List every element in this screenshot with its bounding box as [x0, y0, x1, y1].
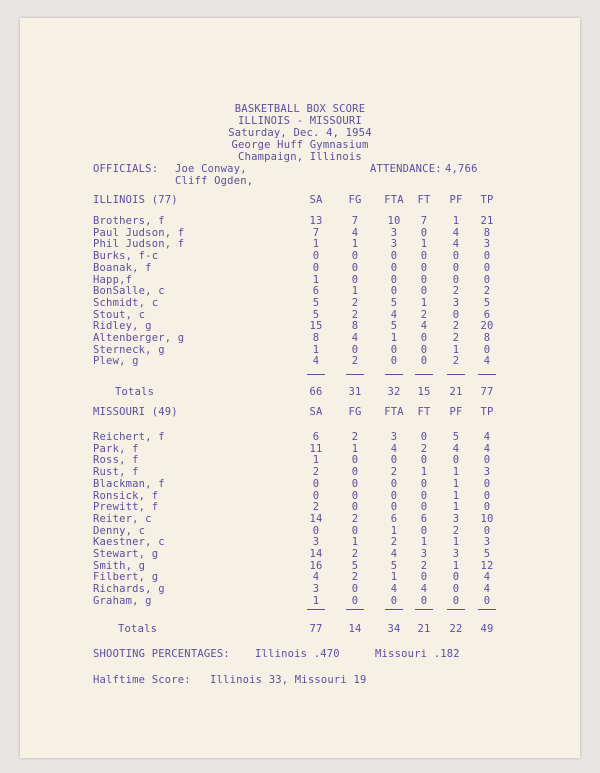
stat-cell: 0 — [420, 477, 428, 490]
missouri-total-cell: 21 — [417, 623, 431, 635]
stat-cell: 0 — [390, 355, 398, 368]
stat-cell: 14 — [309, 512, 323, 525]
stat-cell: 8 — [483, 226, 491, 239]
stat-cell: 0 — [420, 501, 428, 514]
stat-cell: 1 — [452, 489, 460, 502]
stat-cell: 0 — [483, 250, 491, 263]
stat-cell: 0 — [351, 583, 359, 596]
stat-cell: 0 — [390, 594, 398, 607]
illinois-column-header: SA — [309, 194, 323, 206]
missouri-total-cell: 77 — [309, 623, 323, 635]
missouri-column-header: TP — [480, 406, 494, 418]
stat-cell: 0 — [351, 594, 359, 607]
stat-cell: 0 — [351, 501, 359, 514]
player-name: Kaestner, c — [93, 536, 165, 549]
stat-cell: 2 — [351, 308, 359, 321]
stat-cell: 0 — [452, 583, 460, 596]
player-name: Sterneck, g — [93, 343, 165, 356]
stat-cell: 0 — [351, 250, 359, 263]
stat-cell: 4 — [312, 571, 320, 584]
stat-cell: 1 — [351, 285, 359, 298]
stat-cell: 0 — [483, 273, 491, 286]
stat-cell: 0 — [420, 524, 428, 537]
stat-cell: 7 — [351, 215, 359, 227]
stat-cell: 0 — [420, 285, 428, 298]
illinois-total-cell: 15 — [417, 386, 431, 398]
stat-cell: 4 — [483, 355, 491, 368]
official-2: Cliff Ogden, — [175, 175, 254, 187]
total-rule — [307, 374, 325, 375]
player-name: Plew, g — [93, 355, 139, 368]
stat-cell: 1 — [351, 238, 359, 251]
stat-cell: 1 — [452, 477, 460, 490]
stat-cell: 4 — [420, 583, 428, 596]
player-name: BonSalle, c — [93, 285, 165, 298]
total-rule — [307, 609, 325, 610]
missouri-team-name: MISSOURI (49) — [93, 406, 178, 418]
stat-cell: 0 — [351, 343, 359, 356]
stat-cell: 5 — [390, 320, 398, 333]
player-name: Park, f — [93, 442, 139, 455]
stat-cell: 2 — [452, 285, 460, 298]
paper-sheet — [20, 18, 580, 758]
attendance-value: 4,766 — [445, 163, 478, 175]
stat-cell: 0 — [351, 466, 359, 479]
stat-cell: 3 — [452, 512, 460, 525]
total-rule — [447, 374, 465, 375]
stat-cell: 4 — [390, 583, 398, 596]
stat-cell: 1 — [452, 536, 460, 549]
shooting-illinois: Illinois .470 — [255, 648, 340, 660]
stat-cell: 2 — [452, 524, 460, 537]
stat-cell: 0 — [483, 261, 491, 274]
stat-cell: 10 — [387, 215, 401, 227]
stat-cell: 0 — [351, 261, 359, 274]
stat-cell: 6 — [483, 308, 491, 321]
stat-cell: 0 — [483, 594, 491, 607]
stat-cell: 4 — [390, 442, 398, 455]
stat-cell: 4 — [452, 442, 460, 455]
stat-cell: 0 — [312, 250, 320, 263]
total-rule — [346, 374, 364, 375]
stat-cell: 0 — [420, 343, 428, 356]
stat-cell: 15 — [309, 320, 323, 333]
player-name: Rust, f — [93, 466, 139, 479]
stat-cell: 6 — [312, 431, 320, 443]
stat-cell: 4 — [351, 226, 359, 239]
player-name: Ridley, g — [93, 320, 152, 333]
stat-cell: 1 — [390, 332, 398, 344]
shooting-missouri: Missouri .182 — [375, 648, 460, 660]
stat-cell: 0 — [420, 571, 428, 584]
stat-cell: 1 — [351, 536, 359, 549]
stat-cell: 1 — [420, 466, 428, 479]
stat-cell: 0 — [420, 454, 428, 467]
stat-cell: 4 — [390, 308, 398, 321]
stat-cell: 3 — [312, 583, 320, 596]
venue: George Huff Gymnasium — [231, 139, 369, 151]
player-name: Smith, g — [93, 559, 146, 572]
illinois-column-header: PF — [449, 194, 463, 206]
stat-cell: 0 — [351, 477, 359, 490]
stat-cell: 6 — [390, 512, 398, 525]
attendance-label: ATTENDANCE: — [370, 163, 442, 175]
stat-cell: 4 — [483, 571, 491, 584]
stat-cell: 5 — [452, 431, 460, 443]
player-name: Schmidt, c — [93, 296, 159, 309]
stat-cell: 1 — [452, 501, 460, 514]
stat-cell: 0 — [420, 489, 428, 502]
stat-cell: 2 — [312, 501, 320, 514]
stat-cell: 1 — [420, 296, 428, 309]
game-date: Saturday, Dec. 4, 1954 — [228, 127, 372, 139]
player-name: Richards, g — [93, 583, 165, 596]
matchup: ILLINOIS - MISSOURI — [238, 115, 362, 127]
stat-cell: 2 — [452, 355, 460, 368]
missouri-total-cell: 49 — [480, 623, 494, 635]
stat-cell: 2 — [312, 466, 320, 479]
stat-cell: 0 — [452, 594, 460, 607]
player-name: Blackman, f — [93, 477, 165, 490]
stat-cell: 0 — [351, 454, 359, 467]
city: Champaign, Illinois — [238, 151, 362, 163]
stat-cell: 1 — [312, 594, 320, 607]
total-rule — [385, 609, 403, 610]
stat-cell: 0 — [390, 501, 398, 514]
player-name: Boanak, f — [93, 261, 152, 274]
total-rule — [346, 609, 364, 610]
stat-cell: 2 — [390, 466, 398, 479]
missouri-total-cell: 22 — [449, 623, 463, 635]
stat-cell: 0 — [452, 308, 460, 321]
stat-cell: 0 — [452, 250, 460, 263]
stat-cell: 20 — [480, 320, 494, 333]
stat-cell: 4 — [351, 332, 359, 344]
stat-cell: 1 — [312, 454, 320, 467]
stat-cell: 4 — [452, 238, 460, 251]
stat-cell: 1 — [452, 215, 460, 227]
stat-cell: 8 — [483, 332, 491, 344]
total-rule — [447, 609, 465, 610]
total-rule — [478, 374, 496, 375]
stat-cell: 0 — [312, 489, 320, 502]
player-name: Graham, g — [93, 594, 152, 607]
illinois-column-header: TP — [480, 194, 494, 206]
stat-cell: 8 — [351, 320, 359, 333]
stat-cell: 0 — [390, 285, 398, 298]
stat-cell: 3 — [312, 536, 320, 549]
stat-cell: 1 — [420, 238, 428, 251]
stat-cell: 1 — [312, 238, 320, 251]
stat-cell: 4 — [452, 226, 460, 239]
stat-cell: 0 — [483, 454, 491, 467]
stat-cell: 2 — [351, 512, 359, 525]
stat-cell: 1 — [351, 442, 359, 455]
stat-cell: 0 — [420, 261, 428, 274]
stat-cell: 3 — [390, 226, 398, 239]
player-name: Prewitt, f — [93, 501, 159, 514]
stat-cell: 13 — [309, 215, 323, 227]
stat-cell: 0 — [420, 594, 428, 607]
stat-cell: 0 — [390, 343, 398, 356]
doc-title: BASKETBALL BOX SCORE — [234, 103, 366, 115]
stat-cell: 2 — [420, 442, 428, 455]
stat-cell: 0 — [351, 273, 359, 286]
stat-cell: 21 — [480, 215, 494, 227]
stat-cell: 1 — [420, 536, 428, 549]
stat-cell: 5 — [483, 548, 491, 560]
player-name: Happ,f — [93, 273, 133, 286]
stat-cell: 1 — [452, 466, 460, 479]
stat-cell: 4 — [312, 355, 320, 368]
stat-cell: 3 — [483, 466, 491, 479]
stat-cell: 1 — [452, 343, 460, 356]
missouri-total-cell: 34 — [387, 623, 401, 635]
stat-cell: 0 — [483, 524, 491, 537]
stat-cell: 8 — [312, 332, 320, 344]
illinois-total-cell: 32 — [387, 386, 401, 398]
illinois-team-name: ILLINOIS (77) — [93, 194, 178, 206]
player-name: Stewart, g — [93, 548, 159, 560]
stat-cell: 4 — [483, 442, 491, 455]
stat-cell: 2 — [483, 285, 491, 298]
missouri-column-header: PF — [449, 406, 463, 418]
stat-cell: 5 — [390, 559, 398, 572]
player-name: Reichert, f — [93, 431, 165, 443]
missouri-column-header: SA — [309, 406, 323, 418]
stat-cell: 0 — [312, 524, 320, 537]
player-name: Paul Judson, f — [93, 226, 185, 239]
stat-cell: 0 — [452, 571, 460, 584]
stat-cell: 2 — [351, 571, 359, 584]
stat-cell: 0 — [483, 343, 491, 356]
illinois-totals-label: Totals — [115, 386, 155, 398]
stat-cell: 2 — [351, 431, 359, 443]
stat-cell: 0 — [420, 273, 428, 286]
stat-cell: 0 — [390, 489, 398, 502]
total-rule — [385, 374, 403, 375]
stat-cell: 0 — [420, 355, 428, 368]
illinois-column-header: FT — [417, 194, 431, 206]
stat-cell: 2 — [452, 320, 460, 333]
stat-cell: 0 — [420, 226, 428, 239]
missouri-column-header: FT — [417, 406, 431, 418]
stat-cell: 0 — [351, 524, 359, 537]
player-name: Filbert, g — [93, 571, 159, 584]
stat-cell: 3 — [483, 238, 491, 251]
stat-cell: 2 — [420, 308, 428, 321]
illinois-column-header: FG — [348, 194, 362, 206]
stat-cell: 0 — [312, 261, 320, 274]
stat-cell: 4 — [483, 431, 491, 443]
player-name: Ronsick, f — [93, 489, 159, 502]
stat-cell: 0 — [452, 454, 460, 467]
stat-cell: 0 — [390, 261, 398, 274]
illinois-total-cell: 77 — [480, 386, 494, 398]
stat-cell: 6 — [312, 285, 320, 298]
stat-cell: 3 — [420, 548, 428, 560]
illinois-total-cell: 21 — [449, 386, 463, 398]
halftime-label: Halftime Score: — [93, 674, 191, 686]
illinois-column-header: FTA — [384, 194, 404, 206]
stat-cell: 0 — [452, 261, 460, 274]
stat-cell: 0 — [420, 250, 428, 263]
halftime-score: Illinois 33, Missouri 19 — [210, 674, 367, 686]
missouri-totals-label: Totals — [118, 623, 158, 635]
stat-cell: 3 — [390, 238, 398, 251]
stat-cell: 1 — [312, 273, 320, 286]
total-rule — [478, 609, 496, 610]
stat-cell: 0 — [483, 489, 491, 502]
stat-cell: 10 — [480, 512, 494, 525]
stat-cell: 1 — [312, 343, 320, 356]
player-name: Phil Judson, f — [93, 238, 185, 251]
stat-cell: 2 — [351, 548, 359, 560]
player-name: Brothers, f — [93, 215, 165, 227]
stat-cell: 0 — [390, 454, 398, 467]
stat-cell: 4 — [483, 583, 491, 596]
player-name: Ross, f — [93, 454, 139, 467]
officials-label: OFFICIALS: — [93, 163, 159, 175]
stat-cell: 2 — [452, 332, 460, 344]
stat-cell: 4 — [420, 320, 428, 333]
stat-cell: 2 — [351, 355, 359, 368]
player-name: Reiter, c — [93, 512, 152, 525]
official-1: Joe Conway, — [175, 163, 247, 175]
stat-cell: 5 — [312, 296, 320, 309]
stat-cell: 0 — [420, 431, 428, 443]
stat-cell: 5 — [483, 296, 491, 309]
stat-cell: 1 — [390, 524, 398, 537]
stat-cell: 0 — [420, 332, 428, 344]
stat-cell: 2 — [351, 296, 359, 309]
missouri-total-cell: 14 — [348, 623, 362, 635]
stat-cell: 0 — [351, 489, 359, 502]
stat-cell: 0 — [312, 477, 320, 490]
total-rule — [415, 609, 433, 610]
stat-cell: 5 — [312, 308, 320, 321]
stat-cell: 5 — [351, 559, 359, 572]
total-rule — [415, 374, 433, 375]
stat-cell: 14 — [309, 548, 323, 560]
illinois-total-cell: 66 — [309, 386, 323, 398]
stat-cell: 3 — [452, 296, 460, 309]
player-name: Denny, c — [93, 524, 146, 537]
stat-cell: 12 — [480, 559, 494, 572]
stat-cell: 0 — [483, 477, 491, 490]
stat-cell: 2 — [420, 559, 428, 572]
missouri-column-header: FTA — [384, 406, 404, 418]
stat-cell: 0 — [483, 501, 491, 514]
player-name: Stout, c — [93, 308, 146, 321]
stat-cell: 0 — [390, 250, 398, 263]
missouri-column-header: FG — [348, 406, 362, 418]
stat-cell: 16 — [309, 559, 323, 572]
stat-cell: 4 — [390, 548, 398, 560]
stat-cell: 7 — [420, 215, 428, 227]
player-name: Altenberger, g — [93, 332, 185, 344]
shooting-label: SHOOTING PERCENTAGES: — [93, 648, 230, 660]
stat-cell: 0 — [390, 477, 398, 490]
stat-cell: 3 — [390, 431, 398, 443]
player-name: Burks, f-c — [93, 250, 159, 263]
stat-cell: 1 — [390, 571, 398, 584]
stat-cell: 3 — [483, 536, 491, 549]
stat-cell: 11 — [309, 442, 323, 455]
stat-cell: 6 — [420, 512, 428, 525]
stat-cell: 1 — [452, 559, 460, 572]
stat-cell: 0 — [390, 273, 398, 286]
stat-cell: 3 — [452, 548, 460, 560]
stat-cell: 5 — [390, 296, 398, 309]
stat-cell: 0 — [452, 273, 460, 286]
stat-cell: 7 — [312, 226, 320, 239]
stat-cell: 2 — [390, 536, 398, 549]
illinois-total-cell: 31 — [348, 386, 362, 398]
